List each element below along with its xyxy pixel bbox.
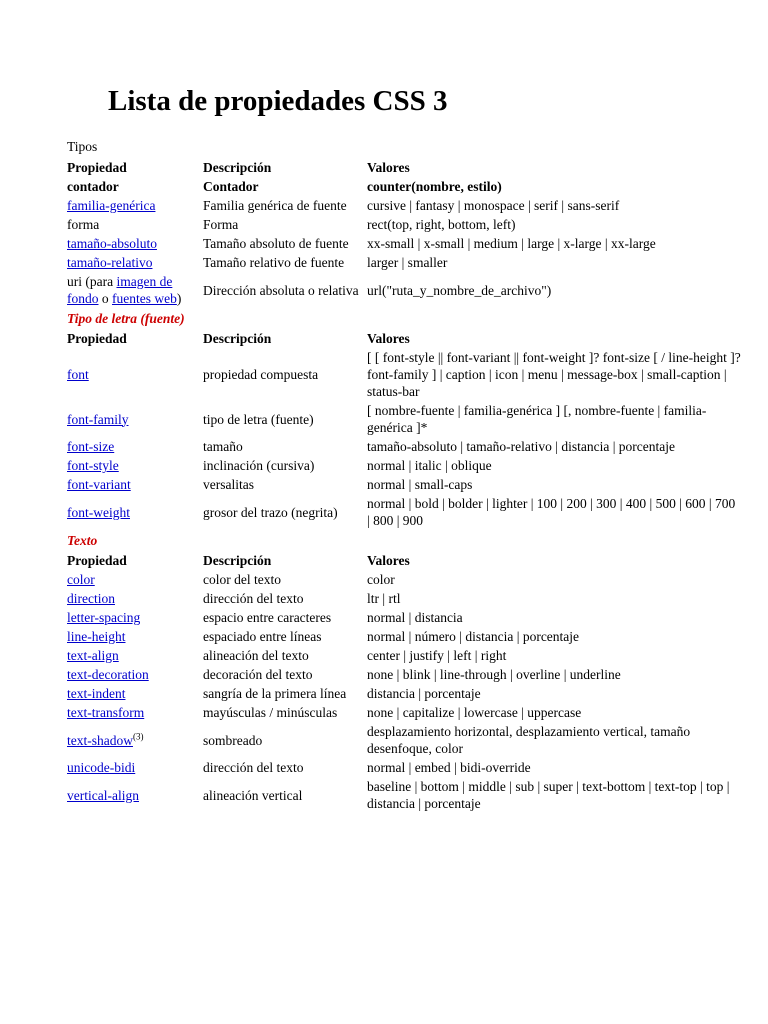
- prop-desc: Familia genérica de fuente: [203, 198, 347, 213]
- table-header-row: [64, 158, 744, 177]
- table-row: [64, 703, 744, 722]
- prop-link[interactable]: font: [67, 367, 89, 382]
- prop-desc: grosor del trazo (negrita): [203, 504, 338, 520]
- prop-link[interactable]: font-family: [67, 411, 129, 427]
- prop-link[interactable]: direction: [67, 591, 115, 606]
- prop-vals: rect(top, right, bottom, left): [367, 217, 516, 232]
- prop-desc: decoración del texto: [203, 667, 313, 682]
- prop-vals: xx-small | x-small | medium | large | x-large | xx-large: [367, 236, 656, 251]
- prop-desc: Contador: [203, 179, 259, 194]
- prop-vals: normal | bold | bolder | lighter | 100 | 200 | 300 | 400 | 500 | 600 | 700 | 800 | 900: [367, 496, 736, 528]
- table-row: [64, 627, 744, 646]
- section-heading-row: [64, 530, 744, 551]
- prop-vals: ltr | rtl: [367, 591, 401, 606]
- prop-vals: [ nombre-fuente | familia-genérica ] [, nombre-fuente | familia-genérica ]*: [367, 403, 707, 435]
- table-row: [64, 456, 744, 475]
- header-propiedad: Propiedad: [67, 553, 127, 568]
- table-row: [64, 475, 744, 494]
- prop-name: uri (para imagen de fondo o fuentes web): [67, 274, 182, 306]
- header-propiedad: Propiedad: [67, 331, 127, 346]
- prop-desc: alineación del texto: [203, 648, 309, 663]
- prop-desc: propiedad compuesta: [203, 367, 319, 382]
- table-row: [64, 777, 744, 813]
- prop-desc: Forma: [203, 217, 239, 232]
- table-row: [64, 234, 744, 253]
- prop-desc: versalitas: [203, 477, 254, 492]
- prop-vals: normal | distancia: [367, 610, 463, 625]
- prop-vals: center | justify | left | right: [367, 648, 507, 663]
- prop-vals: none | capitalize | lowercase | uppercase: [367, 705, 582, 720]
- tipos-label: Tipos: [67, 139, 98, 154]
- header-valores: Valores: [367, 553, 410, 568]
- table-row: [64, 494, 744, 530]
- prop-link[interactable]: text-align: [67, 648, 119, 663]
- prop-desc: Dirección absoluta o relativa: [203, 282, 359, 298]
- table-row: [64, 608, 744, 627]
- prop-desc: alineación vertical: [203, 787, 303, 803]
- prop-vals: color: [367, 572, 395, 587]
- prop-vals: normal | número | distancia | porcentaje: [367, 629, 580, 644]
- header-descripcion: Descripción: [203, 160, 272, 175]
- table-row: [64, 196, 744, 215]
- prop-desc: espacio entre caracteres: [203, 610, 332, 625]
- header-valores: Valores: [367, 331, 410, 346]
- table-header-row: [64, 551, 744, 570]
- table-row: [64, 665, 744, 684]
- prop-desc: color del texto: [203, 572, 281, 587]
- section-heading-text: Texto: [67, 533, 98, 548]
- table-row: [64, 272, 744, 308]
- prop-vals: url("ruta_y_nombre_de_archivo"): [367, 282, 552, 298]
- table-row: [64, 215, 744, 234]
- header-propiedad: Propiedad: [67, 160, 127, 175]
- prop-link[interactable]: font-style: [67, 458, 119, 473]
- prop-desc: tipo de letra (fuente): [203, 411, 314, 427]
- table-row: [64, 646, 744, 665]
- prop-desc: mayúsculas / minúsculas: [203, 705, 338, 720]
- prop-desc: Tamaño relativo de fuente: [203, 255, 345, 270]
- prop-desc: dirección del texto: [203, 760, 304, 775]
- prop-link[interactable]: text-indent: [67, 686, 126, 701]
- prop-vals: distancia | porcentaje: [367, 686, 481, 701]
- prop-link[interactable]: tamaño-absoluto: [67, 236, 157, 251]
- header-descripcion: Descripción: [203, 331, 272, 346]
- prop-vals: tamaño-absoluto | tamaño-relativo | distancia | porcentaje: [367, 439, 675, 454]
- prop-link[interactable]: text-decoration: [67, 667, 149, 682]
- prop-desc: dirección del texto: [203, 591, 304, 606]
- section-heading-row: [64, 308, 744, 329]
- prop-vals: normal | small-caps: [367, 477, 473, 492]
- prop-link[interactable]: text-shadow: [67, 732, 133, 748]
- table-row: [64, 684, 744, 703]
- properties-table: [64, 158, 744, 813]
- table-row: [64, 758, 744, 777]
- prop-link[interactable]: color: [67, 572, 95, 587]
- table-row: [64, 722, 744, 758]
- table-row: [64, 570, 744, 589]
- prop-link[interactable]: font-size: [67, 439, 115, 454]
- prop-vals: cursive | fantasy | monospace | serif | sans-serif: [367, 198, 620, 213]
- prop-vals: desplazamiento horizontal, desplazamiento vertical, tamaño desenfoque, color: [367, 724, 691, 756]
- prop-link[interactable]: font-weight: [67, 504, 130, 520]
- prop-vals: counter(nombre, estilo): [367, 179, 502, 194]
- prop-link[interactable]: line-height: [67, 629, 126, 644]
- prop-link[interactable]: unicode-bidi: [67, 760, 136, 775]
- table-row: [64, 401, 744, 437]
- prop-name: contador: [67, 179, 119, 194]
- table-row: [64, 177, 744, 196]
- imagen-de-fondo-link[interactable]: imagen de fondo: [67, 274, 173, 306]
- prop-vals: [ [ font-style || font-variant || font-weight ]? font-size [ / line-height ]? font-family ] | caption | icon | menu | message-box | small-caption | status-bar: [367, 350, 741, 399]
- prop-vals: none | blink | line-through | overline | underline: [367, 667, 621, 682]
- prop-link[interactable]: text-transform: [67, 705, 145, 720]
- prop-desc: sombreado: [203, 732, 263, 748]
- prop-desc: inclinación (cursiva): [203, 458, 315, 473]
- prop-link[interactable]: letter-spacing: [67, 610, 141, 625]
- header-descripcion: Descripción: [203, 553, 272, 568]
- table-header-row: [64, 329, 744, 348]
- table-row: [64, 253, 744, 272]
- prop-desc: espaciado entre líneas: [203, 629, 322, 644]
- prop-vals: normal | italic | oblique: [367, 458, 492, 473]
- page-title: Lista de propiedades CSS 3: [108, 85, 448, 117]
- prop-link[interactable]: font-variant: [67, 477, 131, 492]
- fuentes-web-link[interactable]: fuentes web: [112, 291, 177, 306]
- header-valores: Valores: [367, 160, 410, 175]
- table-row: [64, 437, 744, 456]
- prop-name: forma: [67, 217, 100, 232]
- footnote-marker: (3): [132, 731, 144, 741]
- prop-desc: Tamaño absoluto de fuente: [203, 236, 349, 251]
- prop-desc: sangría de la primera línea: [203, 686, 347, 701]
- prop-desc: tamaño: [203, 439, 243, 454]
- prop-link[interactable]: tamaño-relativo: [67, 255, 153, 270]
- prop-vals: baseline | bottom | middle | sub | super | text-bottom | text-top | top | distancia | porcentaje: [367, 779, 730, 811]
- prop-vals: larger | smaller: [367, 255, 448, 270]
- section-heading-font: Tipo de letra (fuente): [67, 311, 185, 326]
- prop-vals: normal | embed | bidi-override: [367, 760, 531, 775]
- table-row: [64, 348, 744, 401]
- prop-link[interactable]: familia-genérica: [67, 198, 156, 213]
- prop-link[interactable]: vertical-align: [67, 787, 139, 803]
- table-row: [64, 589, 744, 608]
